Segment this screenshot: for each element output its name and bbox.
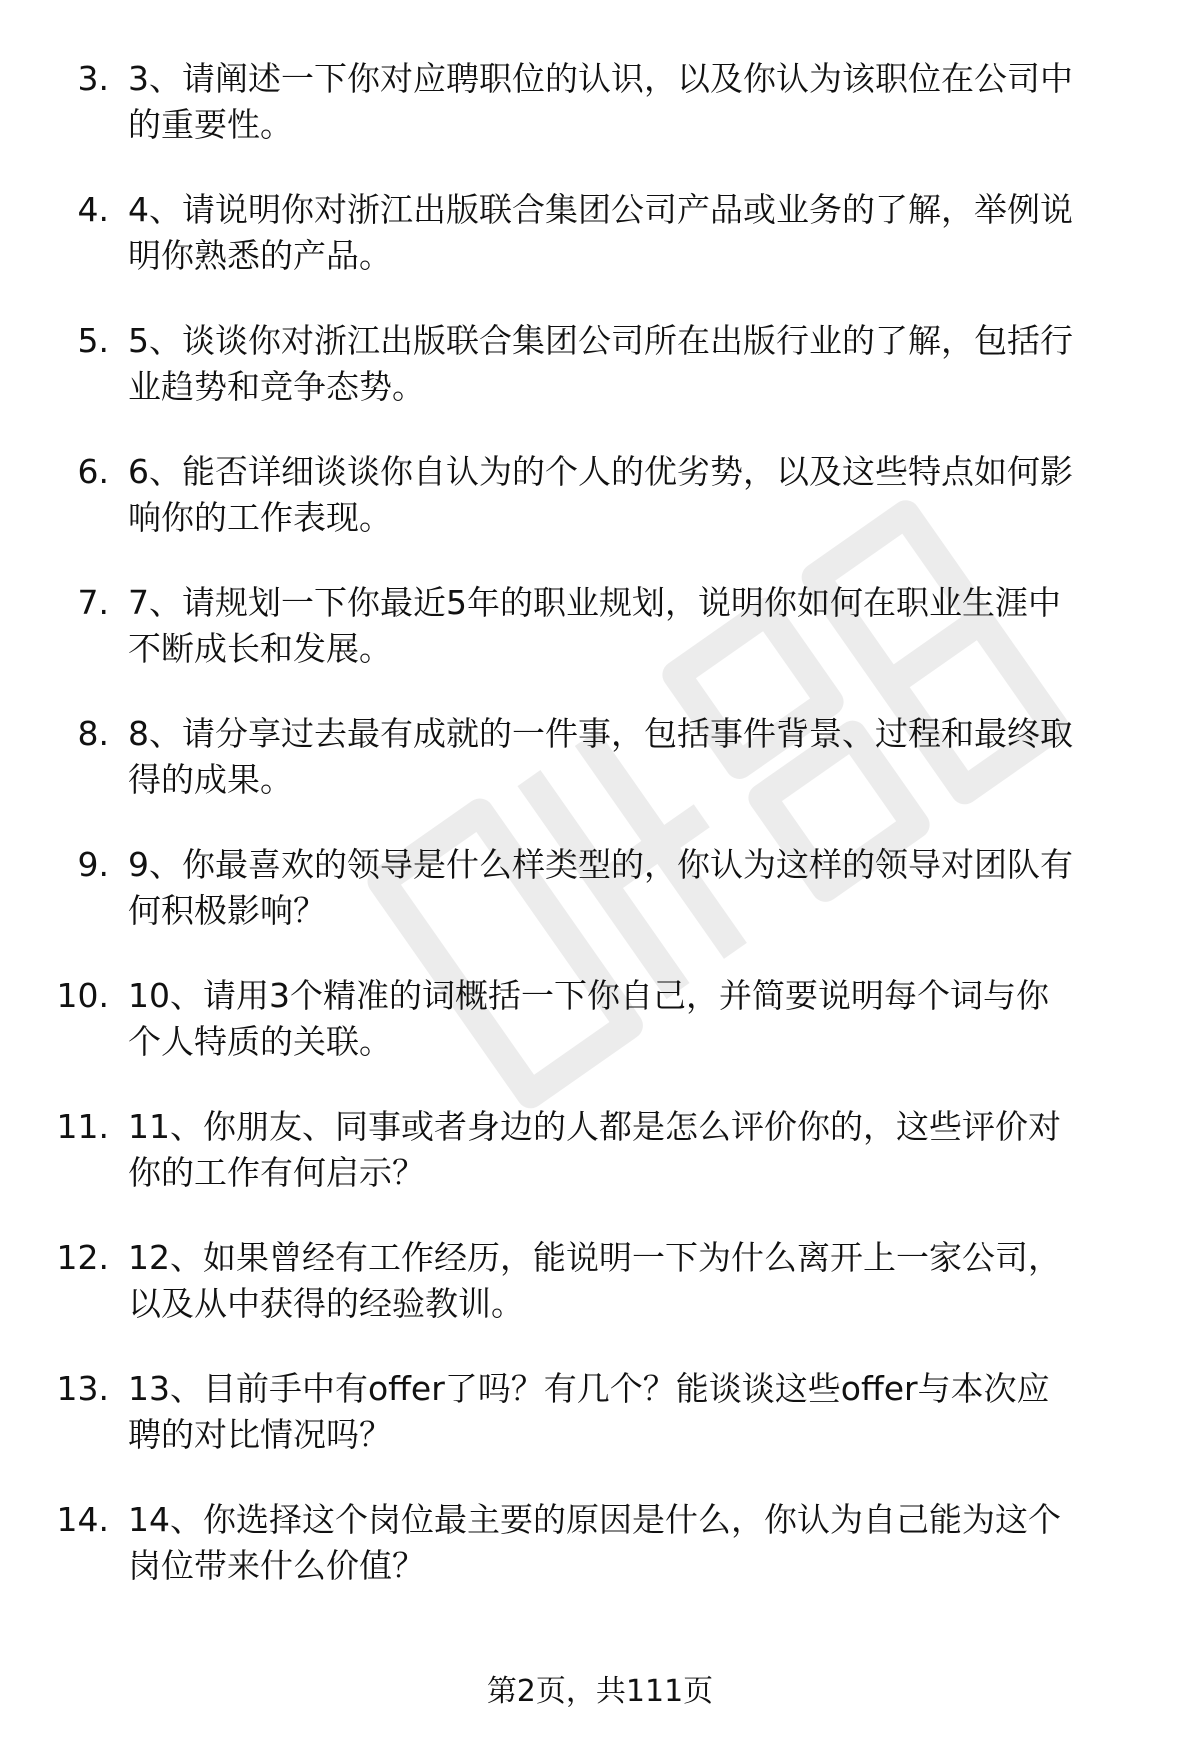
question-text: 8、请分享过去最有成就的一件事，包括事件背景、过程和最终取 得的成果。 [128, 714, 1073, 799]
question-number: 10. [56, 976, 109, 1015]
question-number: 14. [56, 1500, 109, 1539]
question-number: 9. [77, 845, 109, 884]
question-item [0, 56, 1200, 187]
question-text: 9、你最喜欢的领导是什么样类型的，你认为这样的领导对团队有 何积极影响？ [128, 845, 1073, 930]
question-text: 3、请阐述一下你对应聘职位的认识，以及你认为该职位在公司中 的重要性。 [128, 59, 1073, 144]
question-item [0, 842, 1200, 973]
question-text: 12、如果曾经有工作经历，能说明一下为什么离开上一家公司， 以及从中获得的经验教训。 [128, 1238, 1061, 1323]
question-item [0, 580, 1200, 711]
question-number: 4. [77, 190, 109, 229]
question-number: 7. [77, 583, 109, 622]
question-text: 11、你朋友、同事或者身边的人都是怎么评价你的，这些评价对 你的工作有何启示？ [128, 1107, 1061, 1192]
question-number: 6. [77, 452, 109, 491]
question-item [0, 1366, 1200, 1497]
question-text: 10、请用3个精准的词概括一下你自己，并简要说明每个词与你 个人特质的关联。 [128, 976, 1049, 1061]
page-number-footer: 第2页，共111页 [486, 1674, 714, 1709]
question-text: 7、请规划一下你最近5年的职业规划，说明你如何在职业生涯中 不断成长和发展。 [128, 583, 1061, 668]
question-item [0, 1235, 1200, 1366]
question-list [0, 56, 1200, 1628]
question-number: 8. [77, 714, 109, 753]
question-number: 5. [77, 321, 109, 360]
question-item [0, 187, 1200, 318]
question-text: 5、谈谈你对浙江出版联合集团公司所在出版行业的了解，包括行 业趋势和竞争态势。 [128, 321, 1073, 406]
question-item [0, 1104, 1200, 1235]
question-item [0, 711, 1200, 842]
question-text: 6、能否详细谈谈你自认为的个人的优劣势，以及这些特点如何影 响你的工作表现。 [128, 452, 1073, 537]
question-number: 12. [56, 1238, 109, 1277]
question-number: 3. [77, 59, 109, 98]
question-number: 13. [56, 1369, 109, 1408]
question-text: 13、目前手中有offer了吗？有几个？能谈谈这些offer与本次应 聘的对比情况吗？ [128, 1369, 1050, 1454]
question-text: 14、你选择这个岗位最主要的原因是什么，你认为自己能为这个 岗位带来什么价值？ [128, 1500, 1061, 1585]
question-number: 11. [56, 1107, 109, 1146]
question-item [0, 318, 1200, 449]
question-item [0, 1497, 1200, 1628]
question-item [0, 449, 1200, 580]
question-item [0, 973, 1200, 1104]
question-text: 4、请说明你对浙江出版联合集团公司产品或业务的了解，举例说 明你熟悉的产品。 [128, 190, 1073, 275]
